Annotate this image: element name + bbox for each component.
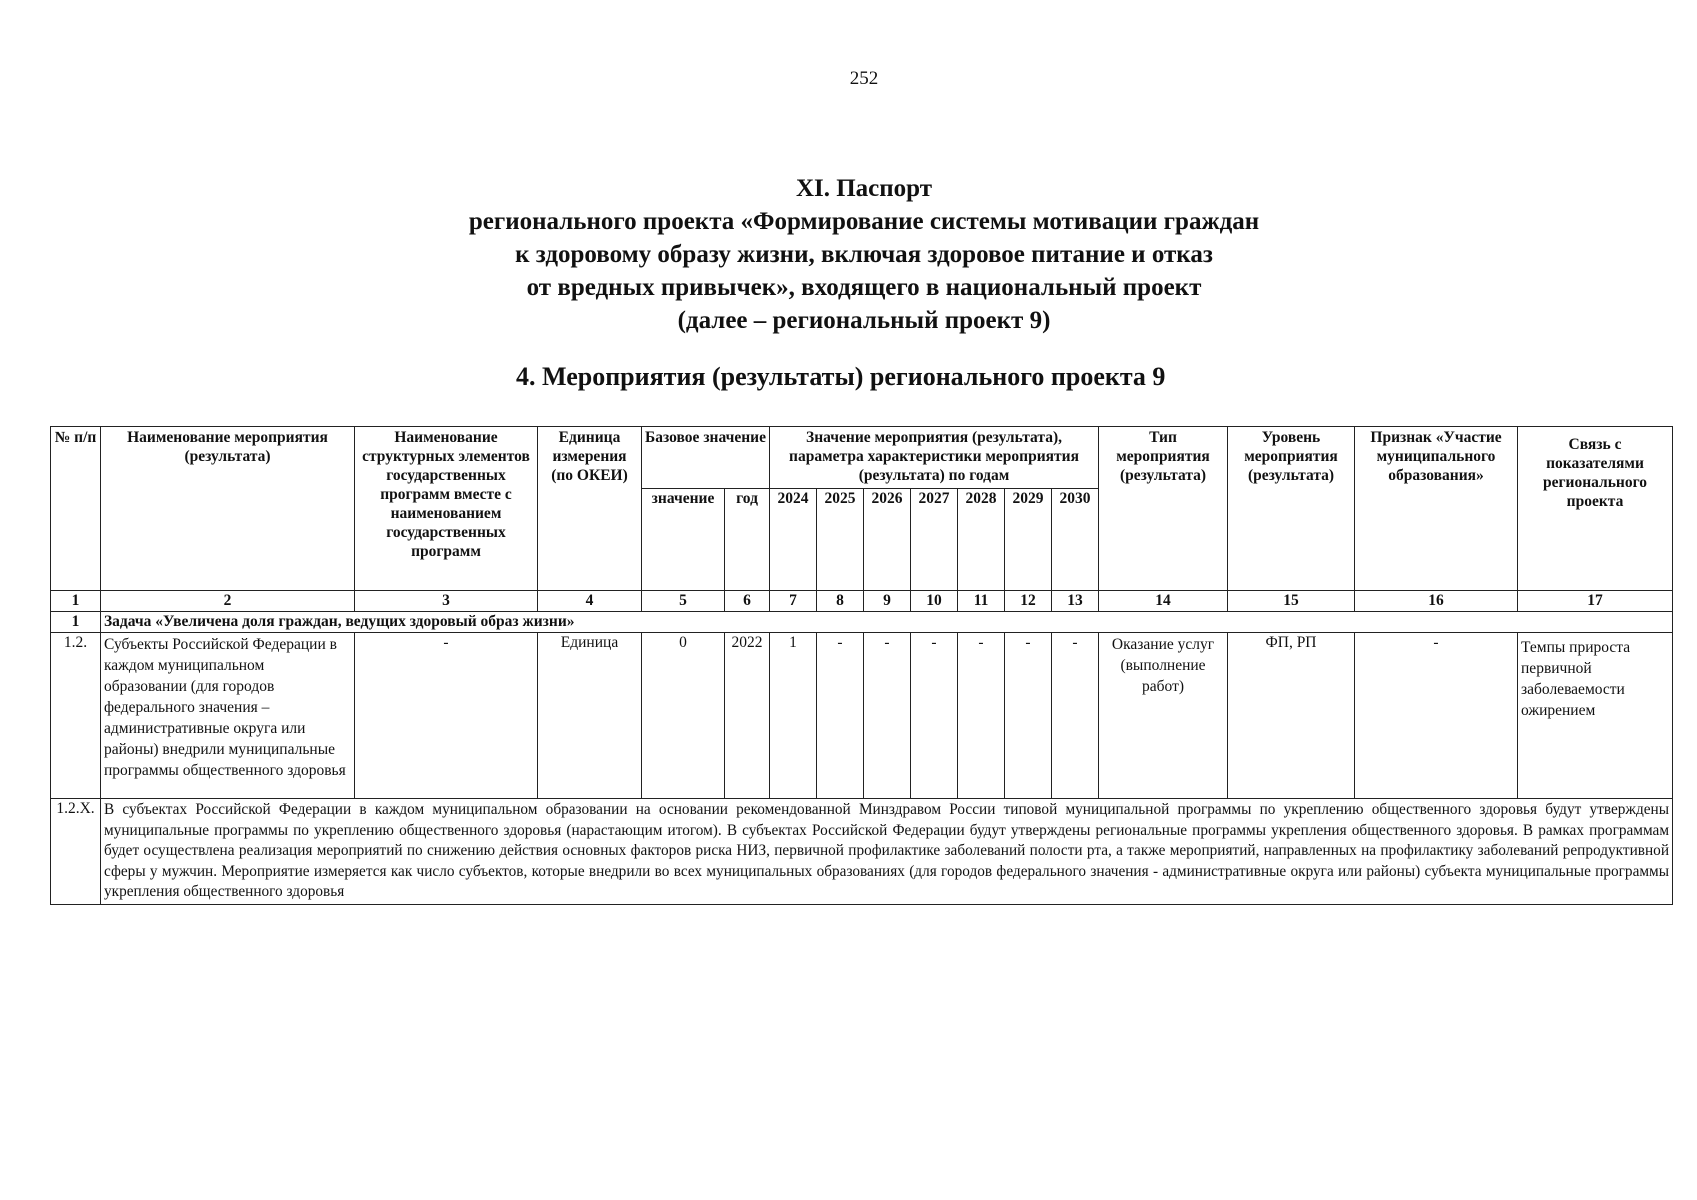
column-number: 4 xyxy=(538,591,642,612)
header-participation: Признак «Участие муниципального образования» xyxy=(1355,427,1518,591)
header-year: 2025 xyxy=(817,489,864,591)
column-number-row xyxy=(51,591,1673,612)
section-title: 4. Мероприятия (результаты) регионального проекта 9 xyxy=(516,362,1166,391)
row-base-year: 2022 xyxy=(725,633,770,799)
header-year: 2027 xyxy=(911,489,958,591)
row-value: - xyxy=(911,633,958,799)
column-number: 5 xyxy=(642,591,725,612)
column-number: 12 xyxy=(1005,591,1052,612)
row-participation: - xyxy=(1355,633,1518,799)
header-row xyxy=(51,427,1673,489)
row-link: Темпы прироста первичной заболеваемости ожирением xyxy=(1518,633,1673,799)
column-number: 10 xyxy=(911,591,958,612)
row-num: 1.2. xyxy=(51,633,101,799)
column-number: 17 xyxy=(1518,591,1673,612)
row-value: - xyxy=(1005,633,1052,799)
header-type: Тип мероприятия (результата) xyxy=(1099,427,1228,591)
row-value: - xyxy=(864,633,911,799)
header-base: Базовое значение xyxy=(642,427,770,489)
table-row xyxy=(51,633,1673,799)
title-line: от вредных привычек», входящего в национальный проект xyxy=(526,274,1202,301)
column-number: 15 xyxy=(1228,591,1355,612)
header-values: Значение мероприятия (результата), параметра характеристики мероприятия (результата) по годам xyxy=(770,427,1099,489)
header-unit: Единица измерения (по ОКЕИ) xyxy=(538,427,642,591)
column-number: 7 xyxy=(770,591,817,612)
task-text: Задача «Увеличена доля граждан, ведущих здоровый образ жизни» xyxy=(101,612,1673,633)
header-base-value: значение xyxy=(642,489,725,591)
description-text: В субъектах Российской Федерации в каждом муниципальном образовании на основании рекомендованной Минздравом России типовой муниципальной программы по укреплению общественного здоровья будут утверждены муниципальные программы по укреплению общественного здоровья (нарастающим итогом). В субъектах Российской Федерации будут утверждены региональные программы укрепления общественного здоровья. В рамках программам будет осуществлена реализация мероприятий по снижению действия основных факторов риска НИЗ, первичной профилактике заболеваний полости рта, а также мероприятий, направленных на профилактику заболеваний репродуктивной сферы у мужчин. Мероприятие измеряется как число субъектов, которые внедрили во всех муниципальных образованиях (для городов федерального значения - административные округа или районы) субъекта муниципальные программы укрепления общественного здоровья xyxy=(101,799,1673,905)
header-year: 2026 xyxy=(864,489,911,591)
column-number: 13 xyxy=(1052,591,1099,612)
task-row xyxy=(51,612,1673,633)
column-number: 16 xyxy=(1355,591,1518,612)
column-number: 11 xyxy=(958,591,1005,612)
column-number: 6 xyxy=(725,591,770,612)
header-year: 2024 xyxy=(770,489,817,591)
header-structural: Наименование структурных элементов государственных программ вместе с наименованием государственных программ xyxy=(355,427,538,591)
header-year: 2028 xyxy=(958,489,1005,591)
row-name: Субъекты Российской Федерации в каждом муниципальном образовании (для городов федерального значения – административные округа или районы) внедрили муниципальные программы общественного здоровья xyxy=(101,633,355,799)
header-level: Уровень мероприятия (результата) xyxy=(1228,427,1355,591)
row-value: 1 xyxy=(770,633,817,799)
task-num: 1 xyxy=(51,612,101,633)
row-value: - xyxy=(958,633,1005,799)
description-row xyxy=(51,799,1673,905)
column-number: 1 xyxy=(51,591,101,612)
column-number: 8 xyxy=(817,591,864,612)
row-base-value: 0 xyxy=(642,633,725,799)
document-title xyxy=(0,172,1697,337)
row-level: ФП, РП xyxy=(1228,633,1355,799)
column-number: 3 xyxy=(355,591,538,612)
title-line: к здоровому образу жизни, включая здоровое питание и отказ xyxy=(515,241,1213,268)
header-link: Связь с показателями регионального проекта xyxy=(1518,427,1673,591)
row-type: Оказание услуг (выполнение работ) xyxy=(1099,633,1228,799)
row-value: - xyxy=(1052,633,1099,799)
row-value: - xyxy=(817,633,864,799)
title-line: регионального проекта «Формирование системы мотивации граждан xyxy=(468,208,1260,235)
header-num: № п/п xyxy=(51,427,101,591)
column-number: 2 xyxy=(101,591,355,612)
column-number: 9 xyxy=(864,591,911,612)
header-name: Наименование мероприятия (результата) xyxy=(101,427,355,591)
header-year: 2030 xyxy=(1052,489,1099,591)
row-structural: - xyxy=(355,633,538,799)
activities-table xyxy=(50,426,1673,905)
title-line: XI. Паспорт xyxy=(795,175,933,202)
header-base-year: год xyxy=(725,489,770,591)
page-number: 252 xyxy=(849,68,879,89)
column-number: 14 xyxy=(1099,591,1228,612)
header-year: 2029 xyxy=(1005,489,1052,591)
row-unit: Единица xyxy=(538,633,642,799)
title-line: (далее – региональный проект 9) xyxy=(677,307,1051,334)
description-num: 1.2.X. xyxy=(51,799,101,905)
